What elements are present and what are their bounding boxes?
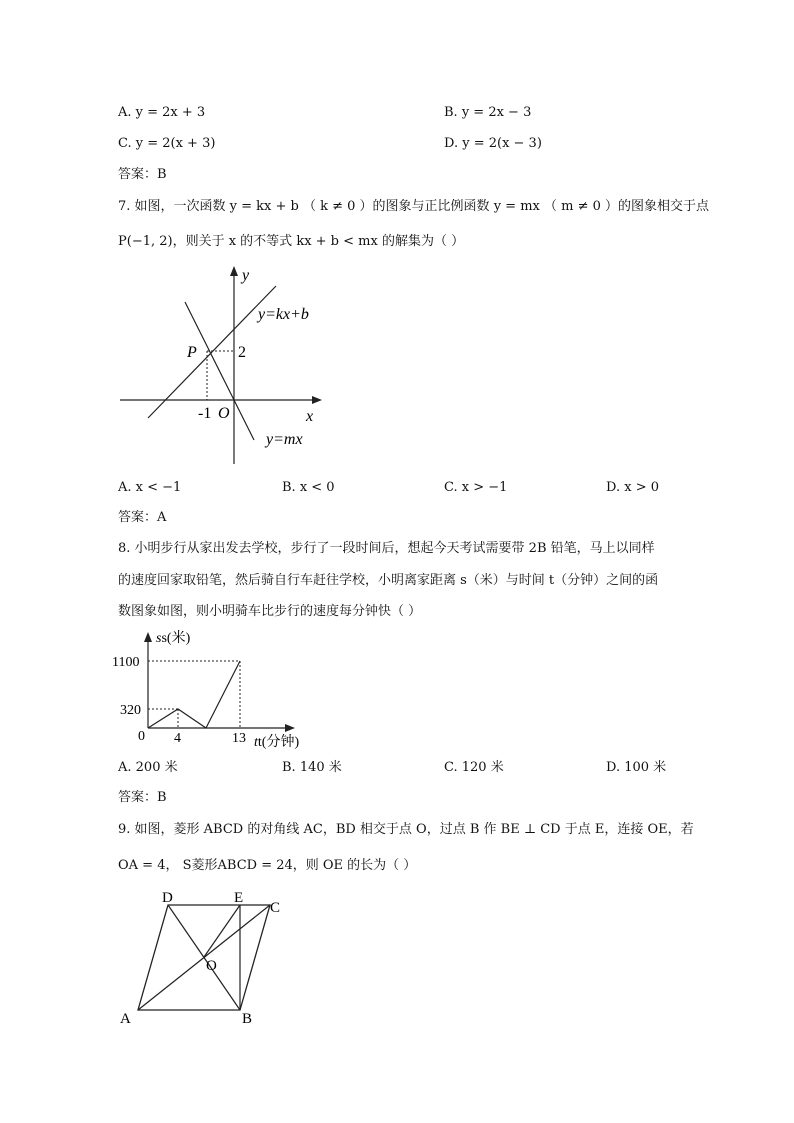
q7-answer: 答案：A	[118, 510, 167, 525]
q7-y-label: y	[242, 267, 250, 284]
q7-line-kx-b	[148, 286, 276, 418]
q8-y-arrow	[144, 632, 152, 642]
q8-graph-line	[148, 661, 240, 728]
q6-option-c: C. y = 2(x + 3)	[118, 136, 216, 151]
q6-answer: 答案：B	[118, 167, 167, 182]
q7-point-p-label: P	[187, 344, 197, 361]
q9-label-d: D	[162, 890, 173, 906]
q8-y-label: ss(米)	[156, 631, 191, 646]
q8-stem-line3: 数图象如图，则小明骑车比步行的速度每分钟快（ ）	[118, 604, 422, 619]
q7-function-graph	[110, 262, 340, 472]
q6-option-d: D. y = 2(x − 3)	[444, 136, 542, 151]
q7-option-c: C. x > −1	[444, 480, 508, 495]
q9-label-b: B	[242, 1011, 253, 1027]
q8-option-a: A. 200 米	[118, 760, 178, 775]
q7-option-b: B. x < 0	[282, 480, 335, 495]
q6-option-b: B. y = 2x − 3	[444, 105, 532, 120]
q8-option-d: D. 100 米	[606, 760, 667, 775]
q8-x-arrow	[285, 724, 295, 732]
q7-y-arrow	[230, 266, 238, 276]
q7-option-d: D. x > 0	[606, 480, 659, 495]
q7-stem-line1: 7. 如图，一次函数 y = kx + b （ k ≠ 0 ）的图象与正比例函数 y = mx （ m ≠ 0 ）的图象相交于点	[118, 199, 710, 214]
q8-origin: 0	[138, 729, 145, 744]
q8-y-label-text: s(米)	[161, 631, 191, 646]
q8-x-label: tt(分钟)	[254, 735, 300, 750]
q8-y-tick-320: 320	[120, 703, 141, 718]
q7-origin-label: O	[218, 405, 230, 422]
q8-x-tick-4: 4	[174, 731, 181, 746]
q8-stem-line1: 8. 小明步行从家出发去学校，步行了一段时间后，想起今天考试需要带 2B 铅笔，马上以同样	[118, 541, 655, 556]
q8-x-label-text: t(分钟)	[257, 735, 300, 750]
q7-option-a: A. x < −1	[118, 480, 182, 495]
q9-rhombus-figure	[112, 890, 292, 1030]
q7-line-kx-b-label: y=kx+b	[258, 306, 309, 323]
q9-label-c: C	[270, 900, 281, 916]
q8-answer: 答案：B	[118, 790, 167, 805]
q8-option-b: B. 140 米	[282, 760, 342, 775]
q8-x-tick-13: 13	[232, 731, 246, 746]
q7-y-tick-2: 2	[238, 344, 246, 361]
q9-label-a: A	[120, 1011, 131, 1027]
q8-distance-time-graph	[110, 626, 320, 752]
q9-segment-oe	[204, 905, 240, 957]
q6-option-a: A. y = 2x + 3	[118, 105, 206, 120]
q7-x-tick-minus1: -1	[198, 405, 212, 422]
q9-label-o: O	[206, 958, 217, 974]
q7-x-arrow	[312, 396, 322, 404]
q8-stem-line2: 的速度回家取铅笔，然后骑自行车赶往学校，小明离家距离 s（米）与时间 t（分钟）之间的函	[118, 573, 659, 588]
q7-stem-line2: P(−1, 2)，则关于 x 的不等式 kx + b < mx 的解集为（ ）	[118, 234, 465, 249]
q9-stem-line1: 9. 如图，菱形 ABCD 的对角线 AC，BD 相交于点 O，过点 B 作 BE ⊥ CD 于点 E，连接 OE，若	[118, 822, 694, 837]
q7-line-mx-label: y=mx	[266, 431, 303, 448]
q9-stem-line2: OA = 4， S菱形ABCD = 24，则 OE 的长为（ ）	[118, 858, 417, 873]
q7-x-label: x	[306, 408, 314, 425]
q8-y-tick-1100: 1100	[112, 655, 140, 670]
q8-option-c: C. 120 米	[444, 760, 504, 775]
q9-label-e: E	[234, 890, 244, 906]
